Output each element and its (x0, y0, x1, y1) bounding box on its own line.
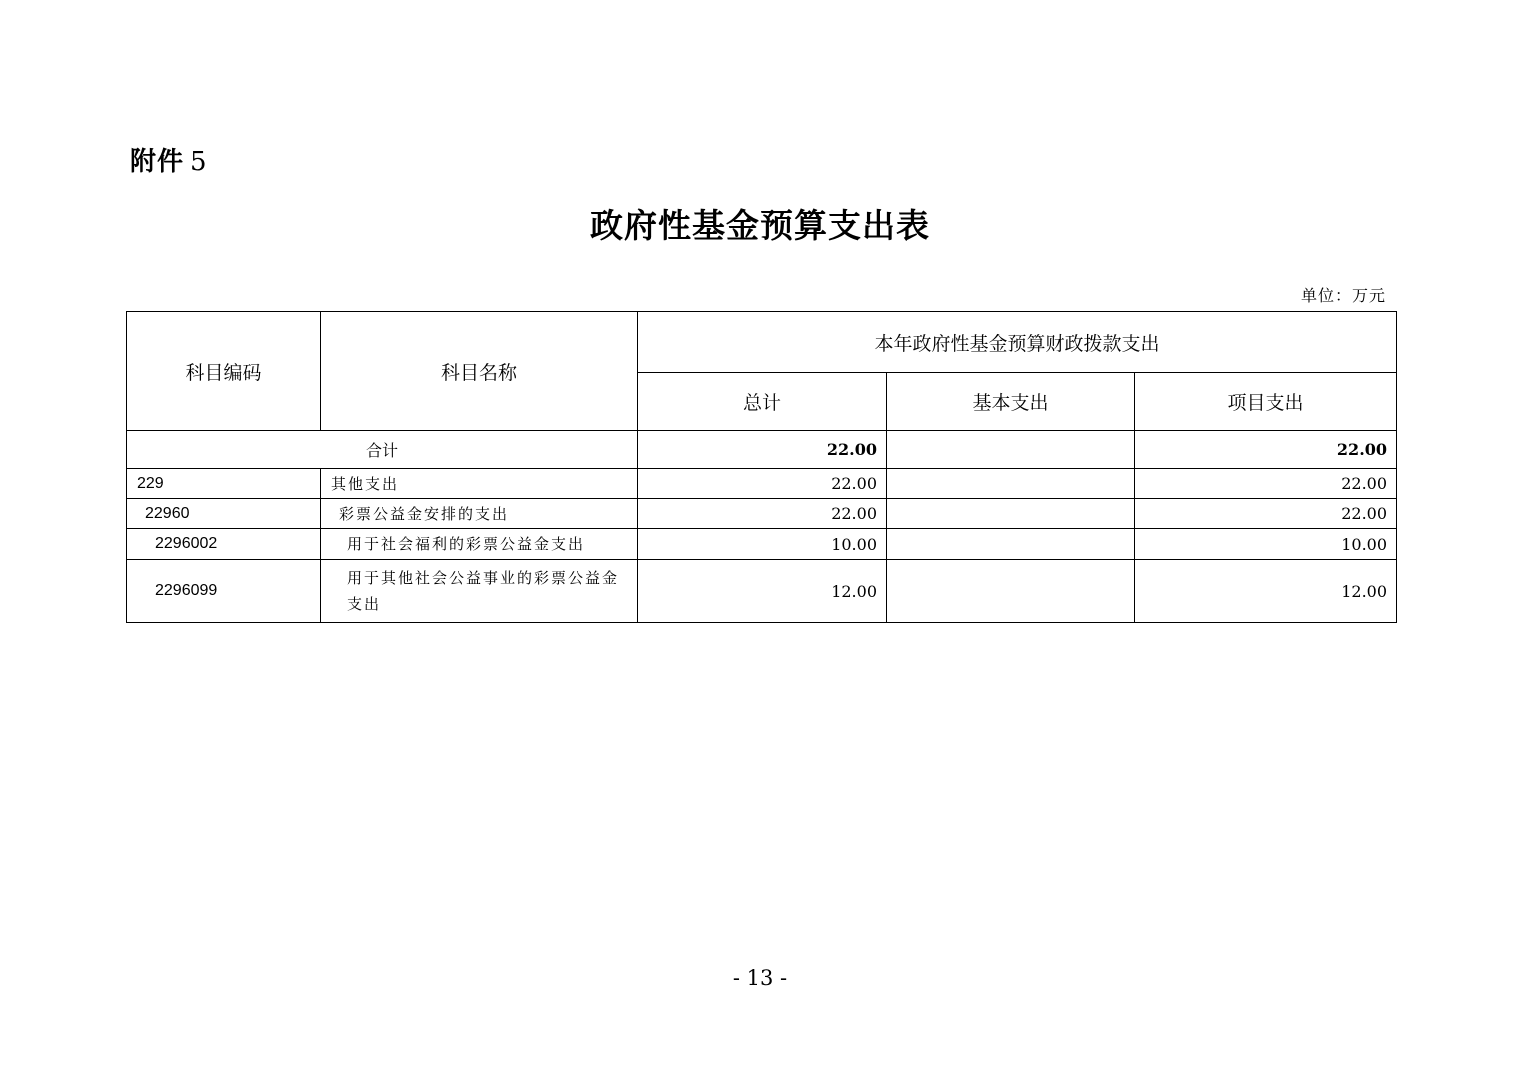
row-code: 22960 (127, 499, 321, 529)
attachment-label (130, 141, 208, 178)
header-code: 科目编码 (127, 312, 321, 431)
table-row (127, 560, 1397, 623)
row-basic (887, 529, 1135, 560)
row-name: 彩票公益金安排的支出 (321, 499, 638, 529)
row-total: 10.00 (638, 529, 887, 560)
table-row (127, 529, 1397, 560)
budget-table (126, 311, 1397, 623)
row-basic (887, 469, 1135, 499)
table-row (127, 499, 1397, 529)
row-project: 22.00 (1135, 469, 1397, 499)
page-number: - 13 - (732, 966, 788, 990)
row-name: 用于其他社会公益事业的彩票公益金支出 (321, 560, 638, 623)
row-name: 用于社会福利的彩票公益金支出 (321, 529, 638, 560)
row-code: 2296099 (127, 560, 321, 623)
attachment-text: 附件 (130, 147, 185, 177)
attachment-number: 5 (190, 147, 208, 177)
row-project: 10.00 (1135, 529, 1397, 560)
table-row (127, 469, 1397, 499)
total-project: 22.00 (1135, 431, 1397, 469)
document-title: 政府性基金预算支出表 (590, 206, 930, 245)
row-code: 2296002 (127, 529, 321, 560)
header-row-1 (127, 312, 1397, 373)
row-total: 12.00 (638, 560, 887, 623)
total-row (127, 431, 1397, 469)
header-total: 总计 (638, 373, 887, 431)
total-basic (887, 431, 1135, 469)
row-name: 其他支出 (321, 469, 638, 499)
row-project: 22.00 (1135, 499, 1397, 529)
header-group: 本年政府性基金预算财政拨款支出 (638, 312, 1397, 373)
total-total: 22.00 (638, 431, 887, 469)
row-basic (887, 499, 1135, 529)
unit-label: 单位：万元 (1300, 286, 1386, 305)
row-total: 22.00 (638, 499, 887, 529)
header-project: 项目支出 (1135, 373, 1397, 431)
row-total: 22.00 (638, 469, 887, 499)
row-code: 229 (127, 469, 321, 499)
row-project: 12.00 (1135, 560, 1397, 623)
total-label: 合计 (127, 431, 638, 469)
row-basic (887, 560, 1135, 623)
header-name: 科目名称 (321, 312, 638, 431)
header-basic: 基本支出 (887, 373, 1135, 431)
